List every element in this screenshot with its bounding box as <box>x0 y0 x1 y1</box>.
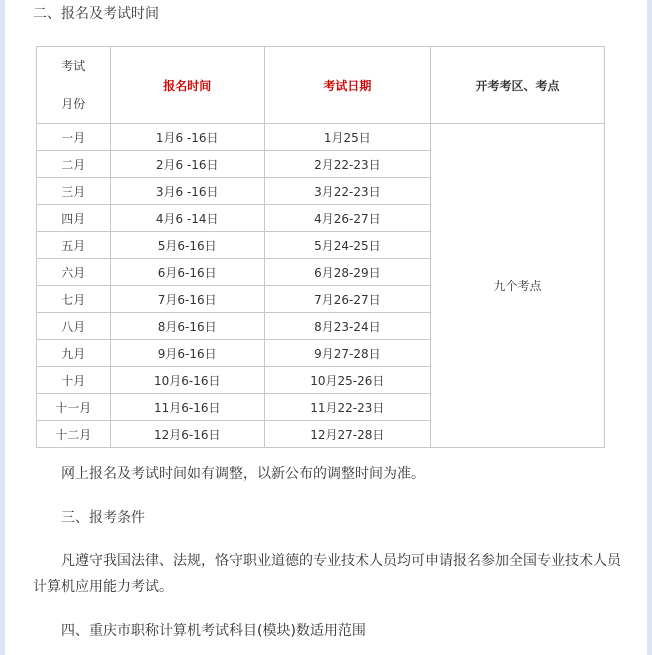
cell-exam-date: 9月27-28日 <box>264 340 430 367</box>
cell-site: 九个考点 <box>430 124 604 448</box>
table-body <box>37 124 605 448</box>
cell-month: 十月 <box>37 367 111 394</box>
cell-month: 十二月 <box>37 421 111 448</box>
cell-registration: 9月6-16日 <box>110 340 264 367</box>
cell-registration: 3月6 -16日 <box>110 178 264 205</box>
section-heading-conditions: 三、报考条件 <box>61 510 145 526</box>
cell-exam-date: 2月22-23日 <box>264 151 430 178</box>
cell-exam-date: 11月22-23日 <box>264 394 430 421</box>
header-exam-date: 考试日期 <box>264 47 430 124</box>
cell-exam-date: 7月26-27日 <box>264 286 430 313</box>
cell-registration: 1月6 -16日 <box>110 124 264 151</box>
cell-month: 六月 <box>37 259 111 286</box>
header-month-line2: 月份 <box>61 97 86 111</box>
exam-schedule-table <box>36 46 605 448</box>
cell-exam-date: 6月28-29日 <box>264 259 430 286</box>
cell-month: 七月 <box>37 286 111 313</box>
cell-registration: 4月6 -14日 <box>110 205 264 232</box>
conditions-text: 凡遵守我国法律、法规，恪守职业道德的专业技术人员均可申请报名参加全国专业技术人员计算机应用能力考试。 <box>33 553 621 595</box>
cell-exam-date: 5月24-25日 <box>264 232 430 259</box>
cell-exam-date: 12月27-28日 <box>264 421 430 448</box>
cell-registration: 8月6-16日 <box>110 313 264 340</box>
cell-exam-date: 10月25-26日 <box>264 367 430 394</box>
cell-registration: 12月6-16日 <box>110 421 264 448</box>
section-heading-range: 四、重庆市职称计算机考试科目(模块)数适用范围 <box>61 623 366 639</box>
section-heading-schedule: 二、报名及考试时间 <box>33 6 159 22</box>
cell-month: 五月 <box>37 232 111 259</box>
cell-month: 十一月 <box>37 394 111 421</box>
header-month <box>37 47 111 124</box>
cell-month: 九月 <box>37 340 111 367</box>
header-registration: 报名时间 <box>110 47 264 124</box>
cell-exam-date: 3月22-23日 <box>264 178 430 205</box>
cell-exam-date: 8月23-24日 <box>264 313 430 340</box>
cell-registration: 10月6-16日 <box>110 367 264 394</box>
cell-month: 三月 <box>37 178 111 205</box>
cell-registration: 6月6-16日 <box>110 259 264 286</box>
cell-exam-date: 1月25日 <box>264 124 430 151</box>
cell-month: 一月 <box>37 124 111 151</box>
cell-month: 二月 <box>37 151 111 178</box>
cell-exam-date: 4月26-27日 <box>264 205 430 232</box>
cell-month: 八月 <box>37 313 111 340</box>
table-row <box>37 124 605 151</box>
cell-registration: 11月6-16日 <box>110 394 264 421</box>
cell-registration: 7月6-16日 <box>110 286 264 313</box>
cell-registration: 2月6 -16日 <box>110 151 264 178</box>
cell-month: 四月 <box>37 205 111 232</box>
header-site: 开考考区、考点 <box>430 47 604 124</box>
adjustment-note: 网上报名及考试时间如有调整，以新公布的调整时间为准。 <box>61 466 425 482</box>
table-header-row <box>37 47 605 124</box>
cell-registration: 5月6-16日 <box>110 232 264 259</box>
header-month-line1: 考试 <box>61 59 86 73</box>
